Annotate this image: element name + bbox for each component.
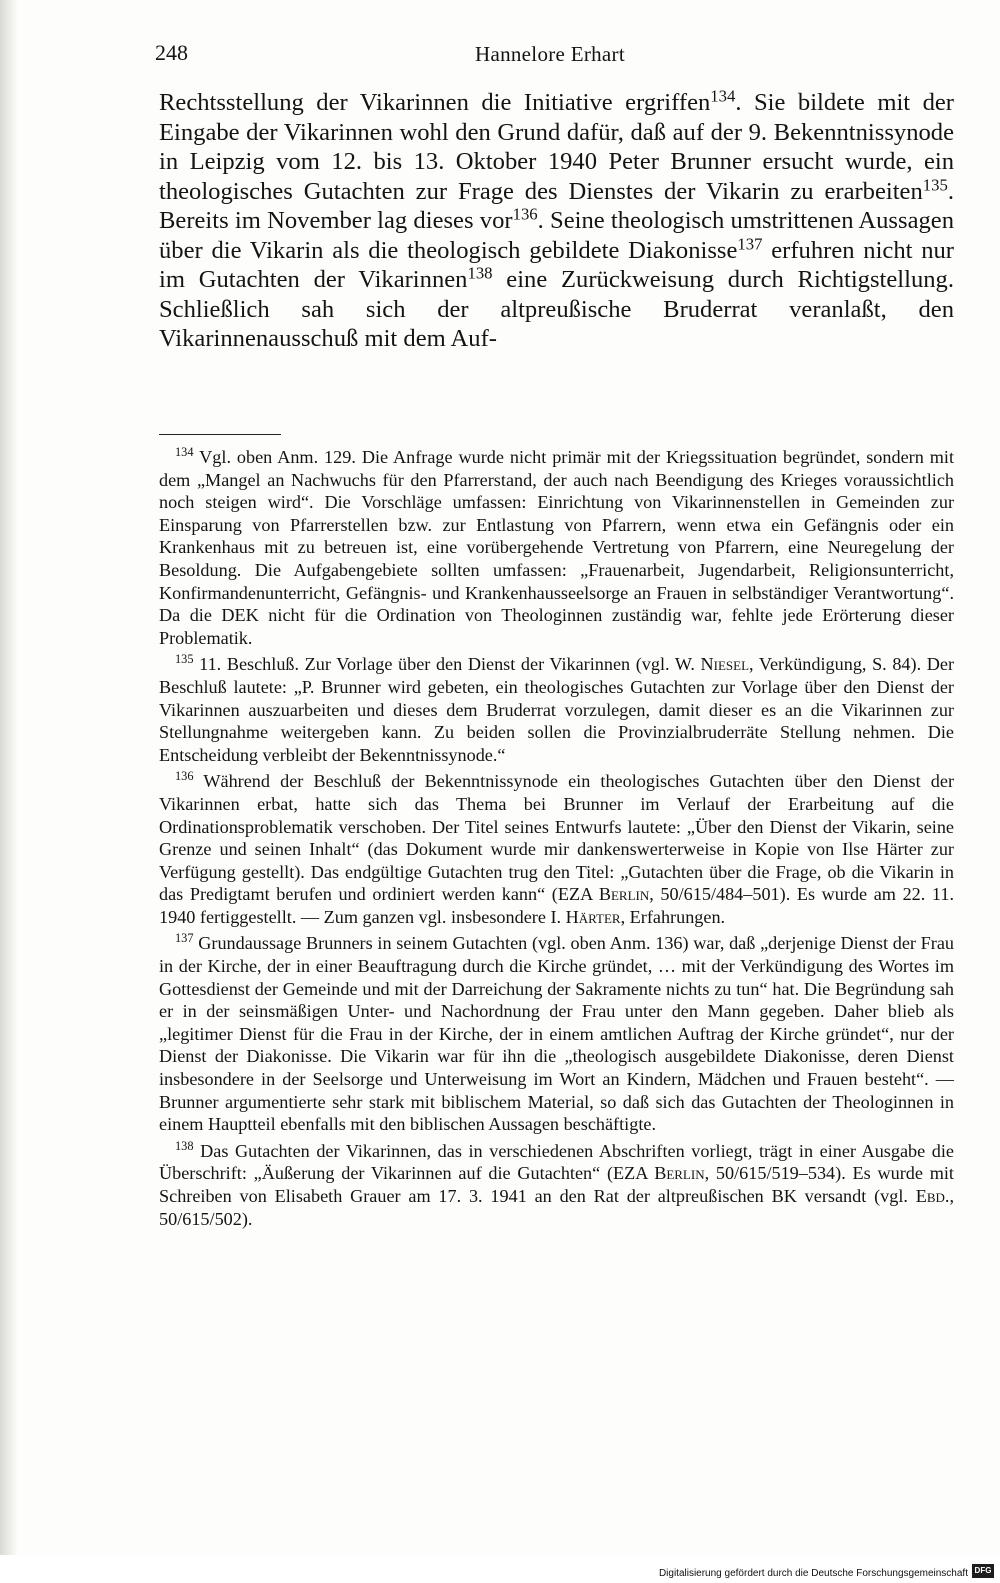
footnote-number: 137 [175,931,194,946]
footnote-text: Das Gutachten der Vikarinnen, das in verschiedenen Abschriften vorliegt, trägt in einer Ausgabe die Überschrift: „Äußerung der Vikarinnen auf die Gutachten“ (EZA [159,1140,955,1184]
dfg-logo: DFG [972,1564,994,1578]
footnote-text: Während der Beschluß der Bekenntnissynode ein theologisches Gutachten über den Dienst der Vikarinnen erbat, hatte sich das Thema bei Brunner im Verlauf der Erarbeitung auf die Ordinationsproblematik verschoben. Der Titel seines Entwurfs lautete: „Über den Dienst der Vikarin, seine Grenze und seinen Inhalt“ (das Dokument wurde mir dankenswerterweise in Kopie von Ilse Härter zur Verfügung gestellt). Das endgültige Gutachten trug den Titel: „Gutachten über die Frage, ob die Vikarin in das Predigtamt berufen und ordiniert werden kann“ (EZA [159,771,955,905]
footnote-reference: 136 [512,204,538,224]
dfg-credit: Digitalisierung gefördert durch die Deutsche Forschungsgemeinschaft [658,1568,968,1579]
footnote-number: 138 [175,1139,194,1154]
body-paragraph [159,88,954,354]
footnote-137 [159,932,954,1135]
footnote-reference: 135 [922,175,948,195]
footnote-number: 134 [175,445,194,460]
footnote-text: , Erfahrungen. [620,906,726,927]
footnote-rule [159,434,281,435]
footnote-smallcaps: Berlin [598,884,650,905]
page-number: 248 [155,40,188,65]
footnotes [159,446,954,1234]
footnote-text: , 50/615/484–501). Es wurde am 22. 11. 1940 fertiggestellt. — Zum ganzen vgl. insbesondere I. [159,884,954,927]
body-text-run: erfuhren nicht nur im Gutachten der Vikarinnen [159,236,954,293]
footnote-reference: 137 [737,234,763,254]
body-text [159,88,954,354]
running-head: Hannelore Erhart [475,42,625,66]
footnote-smallcaps: Niesel [700,654,750,675]
footnote-reference: 134 [710,86,736,106]
footnote-135 [159,653,954,766]
body-text-run: Rechtsstellung der Vikarinnen die Initiative ergriffen [159,89,711,116]
footnote-number: 135 [175,652,194,667]
footnote-138 [159,1140,954,1230]
page-header [155,40,955,70]
body-text-run: . Bereits im November lag dieses vor [159,177,954,234]
body-text-run: eine Zurückweisung durch Richtigstellung. Schließlich sah sich der altpreußische Bruderrat veranlaßt, den Vikarinnenausschuß mit dem Auf- [159,266,954,352]
footnote-134 [159,446,954,649]
footnote-136 [159,770,954,928]
footnote-text: 11. Beschluß. Zur Vorlage über den Dienst der Vikarinnen (vgl. W. [199,654,701,675]
body-text-run: . Seine theologisch umstrittenen Aussagen über die Vikarin als die theologisch gebildete Diakonisse [159,207,955,264]
footnote-smallcaps: Ebd. [915,1186,950,1206]
footnote-reference: 138 [467,263,493,283]
footnote-smallcaps: Härter [565,906,621,927]
footnote-smallcaps: Berlin [654,1163,705,1184]
gutter-shadow [0,0,18,1555]
footnote-text: Vgl. oben Anm. 129. Die Anfrage wurde nicht primär mit der Kriegssituation begründet, sondern mit dem „Mangel an Nachwuchs für den Pfarrerstand, der auch nach Beendigung des Krieges voraussichtlich noch steigen wird“. Die Vorschläge umfassen: Einrichtung von Vikarinnenstellen in Gemeinden zur Einsparung von Pfarrerstellen bzw. zur Entlastung von Pfarrern, wenn etwa ein Gefängnis oder ein Krankenhaus mit zu betreuen ist, eine vorübergehende Vertretung von Pfarrern, eine Neuregelung der Besoldung. Die Aufgabengebiete sollten umfassen: „Frauenarbeit, Jugendarbeit, Religionsunterricht, Konfirmandenunterricht, Gefängnis- und Krankenhausseelsorge an Frauen in selbständiger Verantwortung“. Da die DEK nicht für die Ordination von Theologinnen zuständig war, fehlte jede Erörterung dieser Problematik. [159,447,954,648]
footnote-text: , 50/615/519–534). Es wurde mit Schreiben von Elisabeth Grauer am 17. 3. 1941 an den Rat der altpreußischen BK versandt (vgl. [159,1163,954,1206]
body-text-run: . Sie bildete mit der Eingabe der Vikarinnen wohl den Grund dafür, daß auf der 9. Bekenntnissynode in Leipzig vom 12. bis 13. Oktober 1940 Peter Brunner ersucht wurde, ein theologisches Gutachten zur Frage des Dienstes der Vikarin zu erarbeiten [159,89,954,205]
footnote-text: , Verkündigung, S. 84). Der Beschluß lautete: „P. Brunner wird gebeten, ein theologisches Gutachten zur Vorlage über den Dienst der Vikarinnen auszuarbeiten und dieses dem Bruderrat vorzulegen, damit dieser es an die Vikarinnen zur Stellungnahme weitergeben kann. Zu beiden sollen die Provinzialbruderräte Stellung nehmen. Die Entscheidung verbleibt der Bekenntnissynode.“ [159,654,954,765]
footnote-text: , 50/615/502). [159,1186,954,1229]
footnote-number: 136 [175,769,194,784]
footnote-text: Grundaussage Brunners in seinem Gutachten (vgl. oben Anm. 136) war, daß „derjenige Dienst der Frau in der Kirche, der in einer Beauftragung durch die Kirche gründet, … mit der Verkündigung des Wortes im Gottesdienst der Gemeinde und mit der Darreichung der Sakramente nichts zu tun“ hat. Die Begründung sah er in der seinsmäßigen Unter- und Nachordnung der Frau unter den Mann gegeben. Daher blieb als „legitimer Dienst für die Frau in der Kirche, der in einem amtlichen Auftrag der Kirche gründet“, nur der Dienst der Diakonisse. Die Vikarin war für ihn die „theologisch ausgebildete Diakonisse, deren Dienst insbesondere in der Seelsorge und Unterweisung im Wort an Kindern, Mädchen und Frauen besteht“. — Brunner argumentierte sehr stark mit biblischem Material, so daß sich das Gutachten der Theologinnen in einem Hauptteil ebenfalls mit den biblischen Aussagen beschäftigte. [159,933,954,1135]
